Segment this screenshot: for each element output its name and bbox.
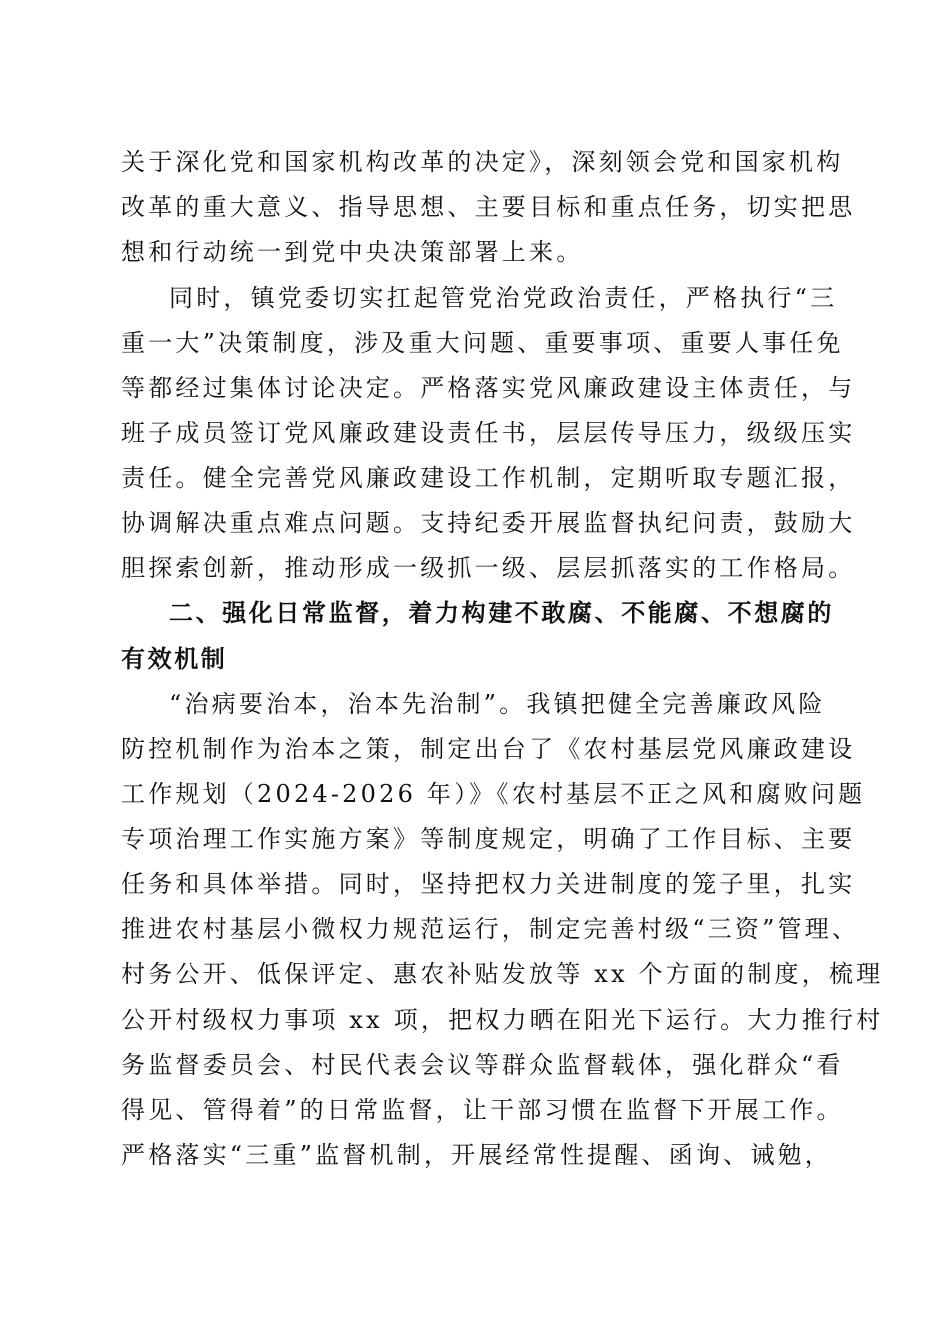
heading-line: 有效机制 — [121, 645, 228, 673]
text-line: 协调解决重点难点问题。支持纪委开展监督执纪问责，鼓励大 — [121, 509, 856, 537]
text-line: 村务公开、低保评定、惠农补贴发放等 xx 个方面的制度，梳理 — [121, 960, 884, 988]
text-line: 关于深化党和国家机构改革的决定》，深刻领会党和国家机构 — [121, 148, 844, 176]
text-line: 严格落实“三重”监督机制，开展经常性提醒、函询、诫勉， — [121, 1141, 832, 1169]
text-line: 同时，镇党委切实扛起管党治党政治责任，严格执行“三 — [169, 284, 838, 312]
text-line: 专项治理工作实施方案》等制度规定，明确了工作目标、主要 — [121, 825, 856, 853]
text-line: 防控机制作为治本之策，制定出台了《农村基层党风廉政建设 — [121, 735, 856, 763]
text-line: 班子成员签订党风廉政建设责任书，层层传导压力，级级压实 — [121, 419, 856, 447]
text-line: 等都经过集体讨论决定。严格落实党风廉政建设主体责任，与 — [121, 374, 856, 402]
text-line: 责任。健全完善党风廉政建设工作机制，定期听取专题汇报， — [121, 464, 856, 492]
text-line: 改革的重大意义、指导思想、主要目标和重点任务，切实把思 — [121, 193, 856, 221]
text-line: 公开村级权力事项 xx 项，把权力晒在阳光下运行。大力推行村 — [121, 1006, 884, 1034]
text-line: 工作规划（2024-2026 年）》《农村基层不正之风和腐败问题 — [121, 780, 866, 808]
text-line: 想和行动统一到党中央决策部署上来。 — [121, 238, 584, 266]
text-line: 务监督委员会、村民代表会议等群众监督载体，强化群众“看 — [121, 1051, 844, 1079]
heading-line: 二、强化日常监督，着力构建不敢腐、不能腐、不想腐的 — [169, 599, 834, 627]
text-line: 得见、管得着”的日常监督，让干部习惯在监督下开展工作。 — [121, 1096, 844, 1124]
text-line: 任务和具体举措。同时，坚持把权力关进制度的笼子里，扎实 — [121, 870, 856, 898]
text-line: 胆探索创新，推动形成一级抓一级、层层抓落实的工作格局。 — [121, 554, 856, 582]
text-line: “治病要治本，治本先治制”。我镇把健全完善廉政风险 — [169, 690, 826, 718]
text-line: 重一大”决策制度，涉及重大问题、重要事项、重要人事任免 — [121, 329, 844, 357]
text-line: 推进农村基层小微权力规范运行，制定完善村级“三资”管理、 — [121, 915, 860, 943]
